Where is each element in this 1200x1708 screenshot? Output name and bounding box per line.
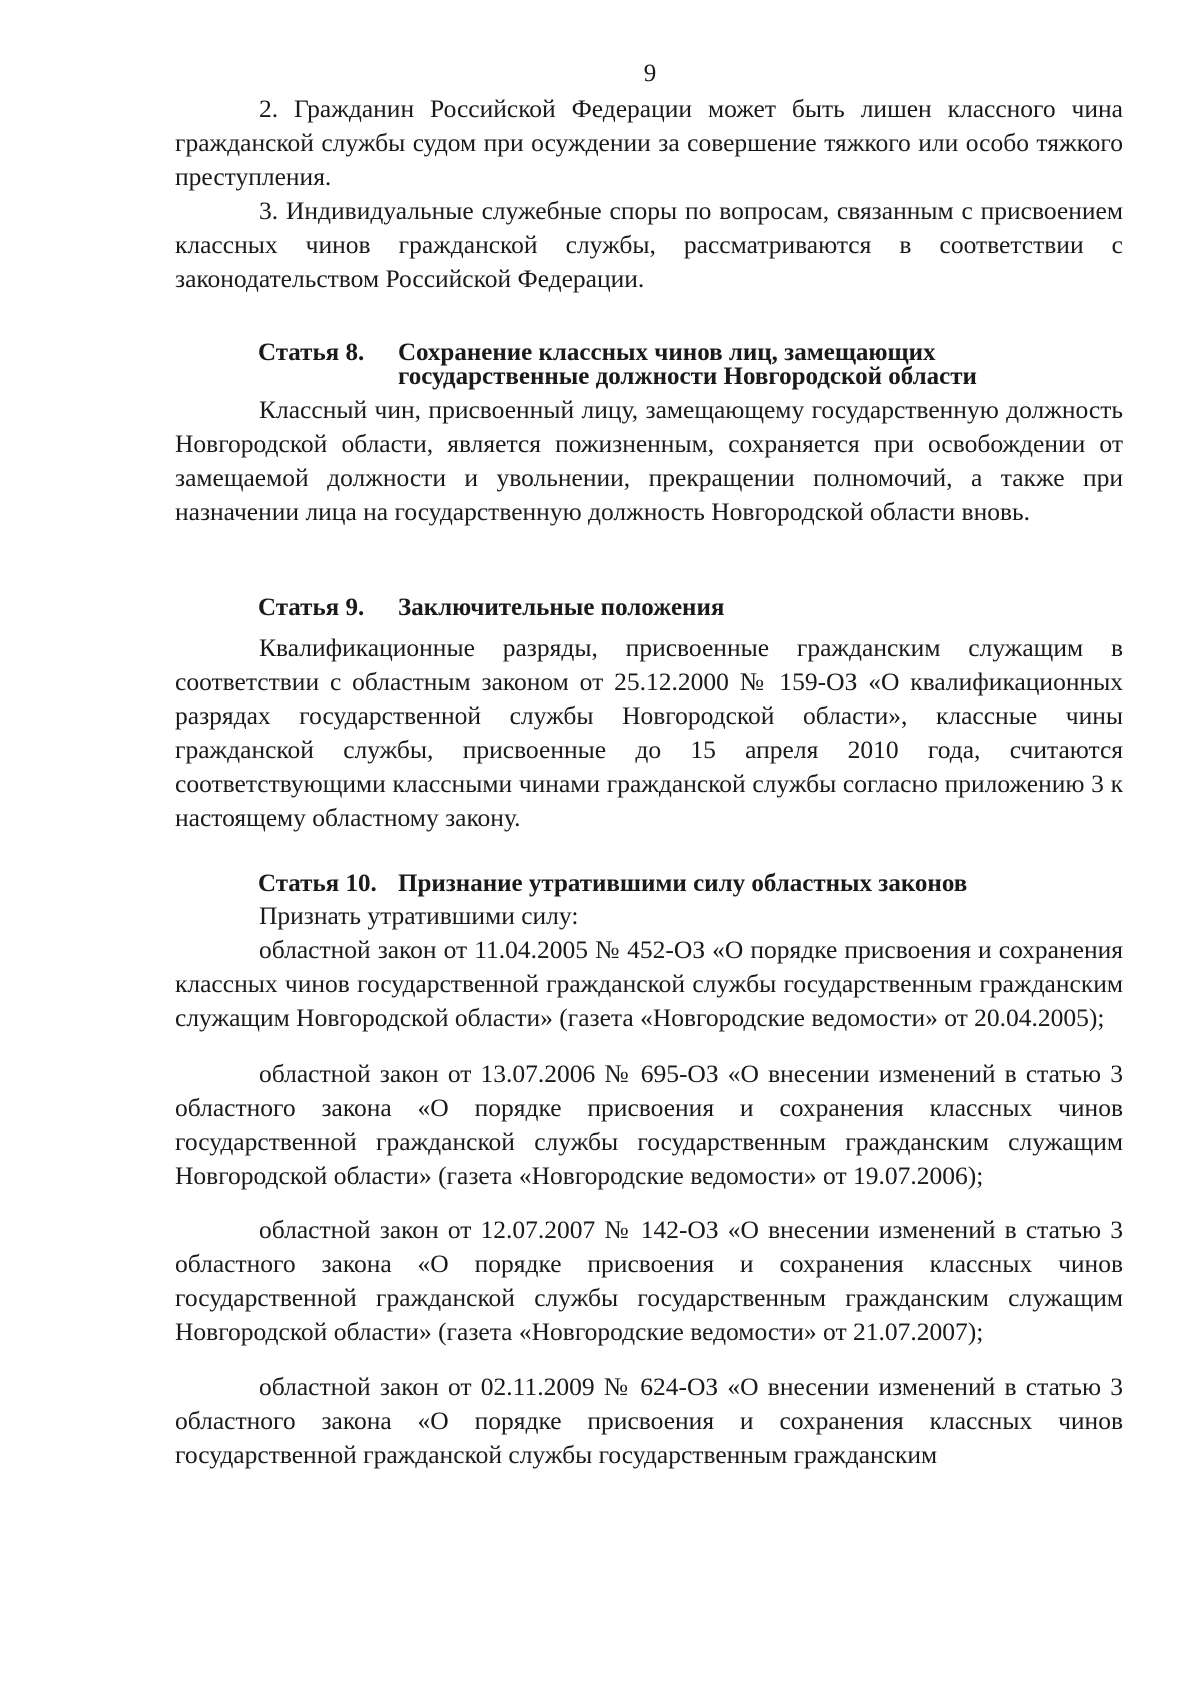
article8-title-line2: государственные должности Новгородской области [398,363,977,390]
repealed-law-item: областной закон от 11.04.2005 № 452-ОЗ «О порядке присвоения и сохранения классных чинов государственной гражданской службы государственным гражданским служащим Новгородской области» (газета «Новгородские ведомости» от 20.04.2005); [175,935,1123,1032]
article10-number: Статья 10. [258,870,377,897]
article9-body: Квалификационные разряды, присвоенные гражданским служащим в соответствии с областным законом от 25.12.2000 № 159-ОЗ «О квалификационных разрядах государственной службы Новгородской области», классные чины гражданской службы, присвоенные до 15 апреля 2010 года, считаются соответствующими классными чинами гражданской службы согласно приложению 3 к настоящему областному закону. [175,633,1123,832]
article9-heading [258,596,1138,620]
repealed-law-item: областной закон от 02.11.2009 № 624-ОЗ «О внесении изменений в статью 3 областного закона «О порядке присвоения и сохранения классных чинов государственной гражданской службы государственным гражданским [175,1372,1123,1469]
article9-number: Статья 9. [258,594,365,621]
article8-title-line1: Сохранение классных чинов лиц, замещающих [398,339,936,366]
article9-title: Заключительные положения [398,594,725,621]
page-number: 9 [643,60,657,87]
article8-number: Статья 8. [258,339,365,366]
article8-body: Классный чин, присвоенный лицу, замещающему государственную должность Новгородской области, является пожизненным, сохраняется при освобождении от замещаемой должности и увольнении, прекращении полномочий, а также при назначении лица на государственную должность Новгородской области вновь. [175,395,1123,526]
article10-intro: Признать утратившими силу: [259,901,579,930]
article10-heading [258,872,1138,896]
article10-title: Признание утратившими силу областных законов [398,870,968,897]
repealed-law-item: областной закон от 12.07.2007 № 142-ОЗ «О внесении изменений в статью 3 областного закона «О порядке присвоения и сохранения классных чинов государственной гражданской службы государственным гражданским служащим Новгородской области» (газета «Новгородские ведомости» от 21.07.2007); [175,1215,1123,1346]
article7-paragraph-3: 3. Индивидуальные служебные споры по вопросам, связанным с присвоением классных чинов гражданской службы, рассматриваются в соответствии с законодательством Российской Федерации. [175,196,1123,293]
article8-heading [258,341,1138,389]
article7-paragraph-2: 2. Гражданин Российской Федерации может быть лишен классного чина гражданской службы судом при осуждении за совершение тяжкого или особо тяжкого преступления. [175,94,1123,191]
repealed-law-item: областной закон от 13.07.2006 № 695-ОЗ «О внесении изменений в статью 3 областного закона «О порядке присвоения и сохранения классных чинов государственной гражданской службы государственным гражданским служащим Новгородской области» (газета «Новгородские ведомости» от 19.07.2006); [175,1059,1123,1190]
